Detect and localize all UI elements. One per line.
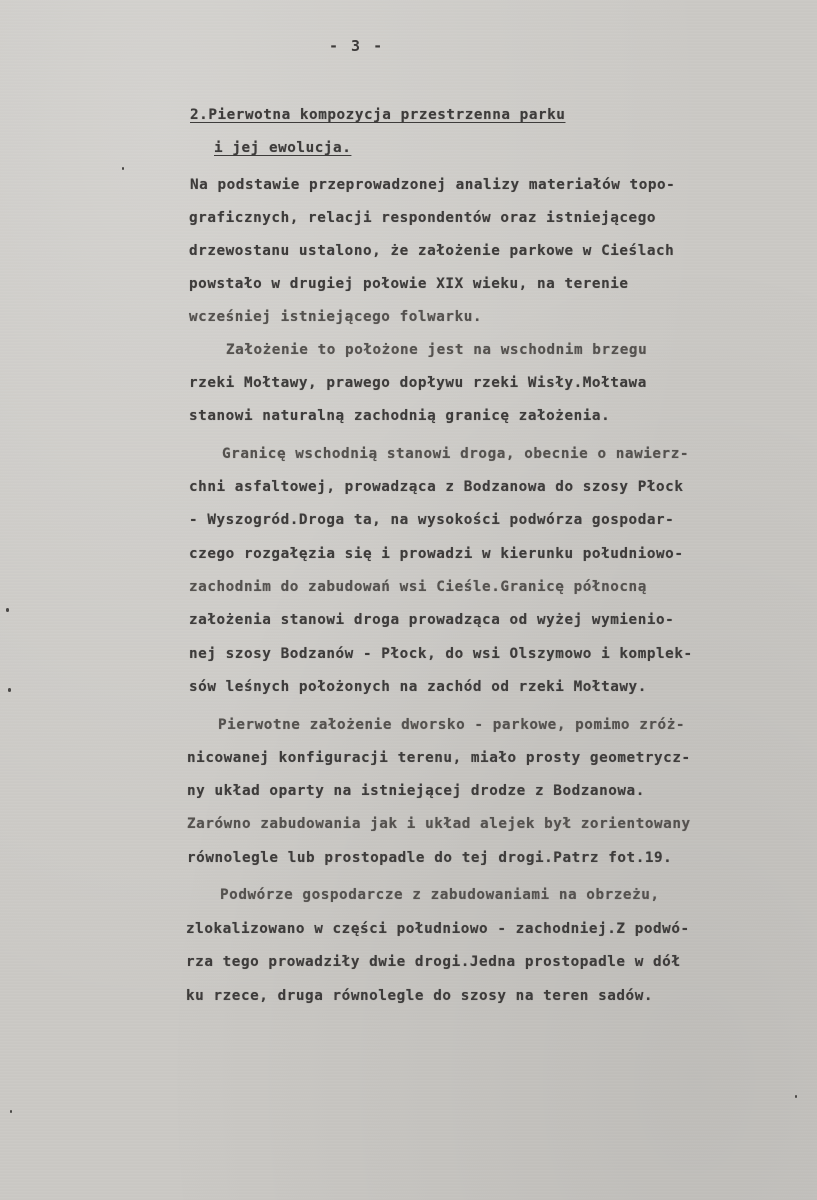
body-line: ku rzece, druga równolegle do szosy na teren sadów. bbox=[186, 988, 654, 1004]
dust-speck bbox=[10, 1110, 12, 1113]
body-line: nej szosy Bodzanów - Płock, do wsi Olszymowo i komplek- bbox=[189, 646, 693, 662]
body-line: zachodnim do zabudowań wsi Cieśle.Granicę północną bbox=[189, 579, 647, 595]
body-line: - Wyszogród.Droga ta, na wysokości podwórza gospodar- bbox=[189, 512, 675, 528]
body-line: czego rozgałęzia się i prowadzi w kierunku południowo- bbox=[189, 546, 684, 562]
body-line: Pierwotne założenie dworsko - parkowe, pomimo zróż- bbox=[218, 717, 686, 733]
body-line: chni asfaltowej, prowadząca z Bodzanowa do szosy Płock bbox=[189, 479, 684, 495]
page-number: - 3 - bbox=[329, 37, 385, 55]
body-line: wcześniej istniejącego folwarku. bbox=[189, 309, 483, 325]
body-line: Podwórze gospodarcze z zabudowaniami na obrzeżu, bbox=[220, 887, 660, 903]
body-line: rzeki Mołtawy, prawego dopływu rzeki Wisły.Mołtawa bbox=[189, 375, 647, 391]
body-line: powstało w drugiej połowie XIX wieku, na terenie bbox=[189, 276, 629, 292]
body-line: Na podstawie przeprowadzonej analizy materiałów topo- bbox=[190, 177, 676, 193]
body-line: drzewostanu ustalono, że założenie parkowe w Cieślach bbox=[189, 243, 675, 259]
body-line: Granicę wschodnią stanowi droga, obecnie o nawierz- bbox=[222, 446, 690, 462]
body-line: zlokalizowano w części południowo - zachodniej.Z podwó- bbox=[186, 921, 690, 937]
body-line: założenia stanowi droga prowadząca od wyżej wymienio- bbox=[189, 612, 675, 628]
body-line: równolegle lub prostopadle do tej drogi.Patrz fot.19. bbox=[187, 850, 673, 866]
dust-speck bbox=[795, 1095, 797, 1098]
dust-speck bbox=[6, 608, 9, 612]
section-heading-line-2: i jej ewolucja. bbox=[214, 140, 352, 156]
body-line: sów leśnych położonych na zachód od rzeki Mołtawy. bbox=[189, 679, 647, 695]
dust-speck bbox=[8, 688, 11, 692]
body-line: Założenie to położone jest na wschodnim brzegu bbox=[226, 342, 648, 358]
body-line: nicowanej konfiguracji terenu, miało prosty geometrycz- bbox=[187, 750, 691, 766]
section-heading-line-1: 2.Pierwotna kompozycja przestrzenna parku bbox=[190, 107, 566, 123]
body-line: rza tego prowadziły dwie drogi.Jedna prostopadle w dół bbox=[186, 954, 681, 970]
body-line: stanowi naturalną zachodnią granicę założenia. bbox=[189, 408, 611, 424]
body-line: ny układ oparty na istniejącej drodze z Bodzanowa. bbox=[187, 783, 645, 799]
body-line: Zarówno zabudowania jak i układ alejek był zorientowany bbox=[187, 816, 691, 832]
body-line: graficznych, relacji respondentów oraz istniejącego bbox=[189, 210, 657, 226]
dust-speck bbox=[122, 167, 124, 170]
